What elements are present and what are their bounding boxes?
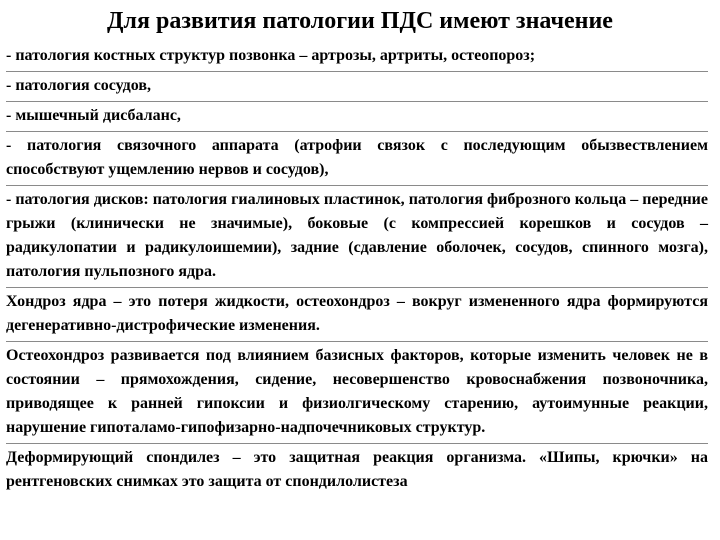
paragraph-spondylosis: Деформирующий спондилез – это защитная реакция организма. «Шипы, крючки» на рентгеновских снимках это защита от спондилолистеза	[6, 449, 708, 490]
paragraph-vascular-pathology: - патология сосудов,	[6, 72, 708, 102]
slide-body	[6, 42, 708, 497]
paragraph-chondrosis: Хондроз ядра – это потеря жидкости, остеохондроз – вокруг измененного ядра формируются дегенеративно-дистрофические изменения.	[6, 288, 708, 342]
paragraph-disc-pathology: - патология дисков: патология гиалиновых пластинок, патология фиброзного кольца – передние грыжи (клинически не значимые), боковые (с компрессией корешков и сосудов – радикулопатии и радикулоишемии), задние (сдавление оболочек, сосудов, спинного мозга), патология пульпозного ядра.	[6, 186, 708, 288]
paragraph-ligament-pathology: - патология связочного аппарата (атрофии связок с последующим обызвествлением способствуют ущемлению нервов и сосудов),	[6, 132, 708, 186]
paragraph-muscle-imbalance: - мышечный дисбаланс,	[6, 102, 708, 132]
paragraph-osteochondrosis: Остеохондроз развивается под влиянием базисных факторов, которые изменить человек не в состоянии – прямохождения, сидение, несовершенство кровоснабжения позвоночника, приводящее к ранней гипоксии и физиолгическому старению, аутоимунные реакции, нарушение гипоталамо-гипофизарно-надпочечниковых структур.	[6, 342, 708, 444]
paragraph-bone-pathology: - патология костных структур позвонка – артрозы, артриты, остеопороз;	[6, 42, 708, 72]
slide-title: Для развития патологии ПДС имеют значение	[107, 8, 613, 34]
